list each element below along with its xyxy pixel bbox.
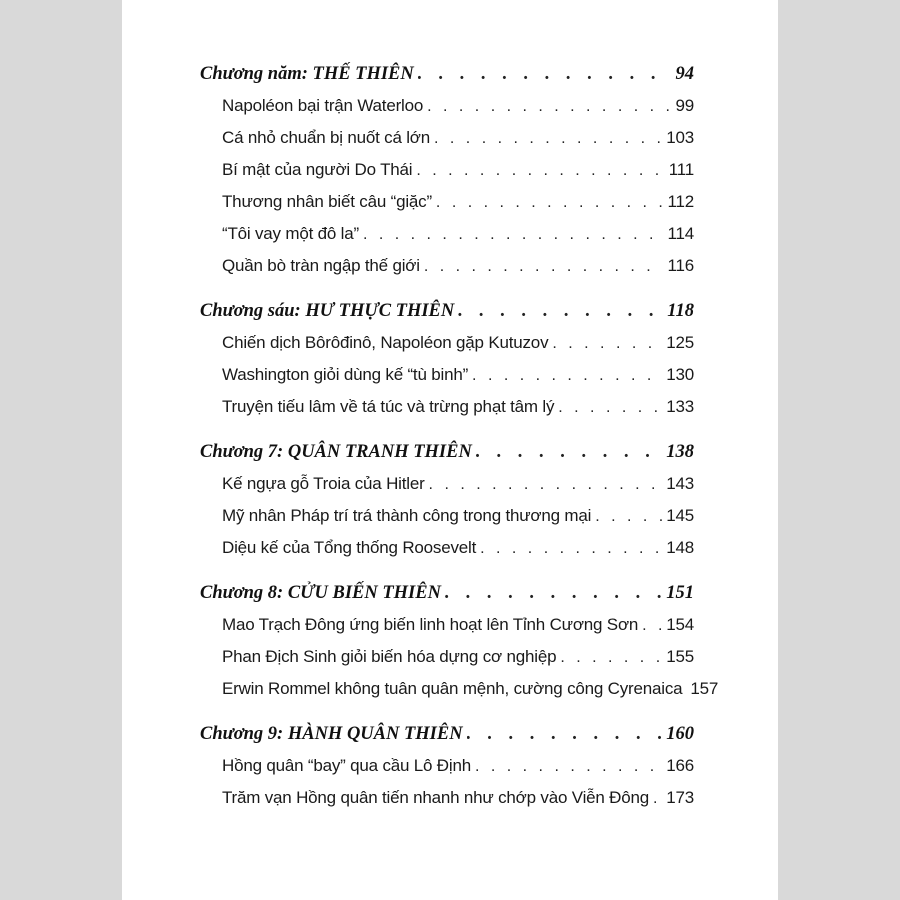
chapter-page: 94	[675, 64, 694, 84]
entry-page: 125	[666, 333, 694, 352]
toc-entry	[200, 391, 694, 423]
toc-entry	[200, 609, 694, 641]
table-of-contents	[200, 58, 719, 827]
entry-title: Mỹ nhân Pháp trí trá thành công trong thương mại	[222, 506, 592, 525]
dot-leader	[418, 58, 672, 90]
dot-leader	[424, 251, 664, 283]
toc-entry	[200, 750, 694, 782]
toc-entry	[200, 218, 694, 250]
dot-leader	[416, 155, 664, 187]
entry-page: 157	[690, 679, 719, 698]
dot-leader	[436, 187, 664, 219]
entry-page: 114	[667, 224, 694, 243]
chapter-heading	[200, 577, 694, 609]
dot-leader	[445, 577, 662, 609]
toc-section	[200, 295, 694, 423]
book-page	[122, 0, 778, 900]
dot-leader	[560, 642, 662, 674]
dot-leader	[458, 295, 663, 327]
toc-section	[200, 58, 694, 282]
dot-leader	[480, 533, 662, 565]
entry-title: “Tôi vay một đô la”	[222, 224, 359, 243]
dot-leader	[476, 436, 662, 468]
chapter-title: Chương 7: QUÂN TRANH THIÊN	[200, 442, 472, 462]
chapter-page: 138	[666, 442, 694, 462]
dot-leader	[434, 123, 662, 155]
entry-page: 103	[666, 128, 694, 147]
chapter-title: Chương năm: THẾ THIÊN	[200, 64, 414, 84]
chapter-page: 118	[667, 301, 694, 321]
dot-leader	[429, 469, 663, 501]
entry-page: 166	[666, 756, 694, 775]
entry-page: 112	[667, 192, 694, 211]
entry-title: Erwin Rommel không tuân quân mệnh, cường công Cyrenaica	[222, 679, 683, 698]
entry-title: Thương nhân biết câu “giặc”	[222, 192, 432, 211]
chapter-heading	[200, 436, 694, 468]
entry-page: 111	[668, 160, 694, 179]
chapter-title: Chương sáu: HƯ THỰC THIÊN	[200, 301, 455, 321]
chapter-heading	[200, 295, 694, 327]
entry-title: Diệu kế của Tổng thống Roosevelt	[222, 538, 477, 557]
entry-title: Bí mật của người Do Thái	[222, 160, 413, 179]
dot-leader	[363, 219, 664, 251]
entry-title: Kế ngựa gỗ Troia của Hitler	[222, 474, 425, 493]
toc-entry	[200, 250, 694, 282]
entry-page: 133	[666, 397, 694, 416]
dot-leader	[653, 783, 662, 815]
entry-title: Truyện tiếu lâm về tá túc và trừng phạt tâm lý	[222, 397, 555, 416]
dot-leader	[595, 501, 662, 533]
toc-entry	[200, 122, 694, 154]
chapter-title: Chương 9: HÀNH QUÂN THIÊN	[200, 724, 463, 744]
entry-page: 173	[666, 788, 694, 807]
toc-entry	[200, 186, 694, 218]
chapter-heading	[200, 58, 694, 90]
toc-section	[200, 718, 694, 814]
toc-entry	[200, 641, 694, 673]
entry-title: Phan Địch Sinh giỏi biến hóa dựng cơ nghiệp	[222, 647, 557, 666]
entry-page: 99	[675, 96, 694, 115]
toc-section	[200, 577, 719, 705]
dot-leader	[467, 718, 663, 750]
dot-leader	[642, 610, 662, 642]
entry-page: 154	[666, 615, 694, 634]
toc-entry	[200, 532, 694, 564]
entry-title: Trăm vạn Hồng quân tiến nhanh như chớp vào Viễn Đông	[222, 788, 650, 807]
toc-entry	[200, 500, 694, 532]
dot-leader	[472, 360, 662, 392]
chapter-title: Chương 8: CỬU BIẾN THIÊN	[200, 583, 441, 603]
toc-entry	[200, 468, 694, 500]
entry-title: Hồng quân “bay” qua cầu Lô Định	[222, 756, 471, 775]
entry-title: Chiến dịch Bôrôđinô, Napoléon gặp Kutuzov	[222, 333, 549, 352]
entry-page: 116	[667, 256, 694, 275]
entry-page: 145	[666, 506, 694, 525]
dot-leader	[475, 751, 662, 783]
entry-page: 148	[666, 538, 694, 557]
entry-title: Washington giỏi dùng kế “tù binh”	[222, 365, 469, 384]
toc-entry	[200, 359, 694, 391]
chapter-page: 151	[666, 583, 694, 603]
chapter-page: 160	[666, 724, 694, 744]
dot-leader	[558, 392, 662, 424]
entry-title: Quần bò tràn ngập thế giới	[222, 256, 420, 275]
entry-page: 155	[666, 647, 694, 666]
entry-page: 143	[666, 474, 694, 493]
chapter-heading	[200, 718, 694, 750]
entry-title: Napoléon bại trận Waterloo	[222, 96, 424, 115]
toc-section	[200, 436, 694, 564]
dot-leader	[552, 328, 662, 360]
toc-entry	[200, 154, 694, 186]
toc-entry	[200, 782, 694, 814]
dot-leader	[427, 91, 671, 123]
toc-entry	[200, 673, 719, 705]
entry-title: Cá nhỏ chuẩn bị nuốt cá lớn	[222, 128, 431, 147]
toc-entry	[200, 327, 694, 359]
entry-title: Mao Trạch Đông ứng biến linh hoạt lên Tỉnh Cương Sơn	[222, 615, 639, 634]
entry-page: 130	[666, 365, 694, 384]
toc-entry	[200, 90, 694, 122]
